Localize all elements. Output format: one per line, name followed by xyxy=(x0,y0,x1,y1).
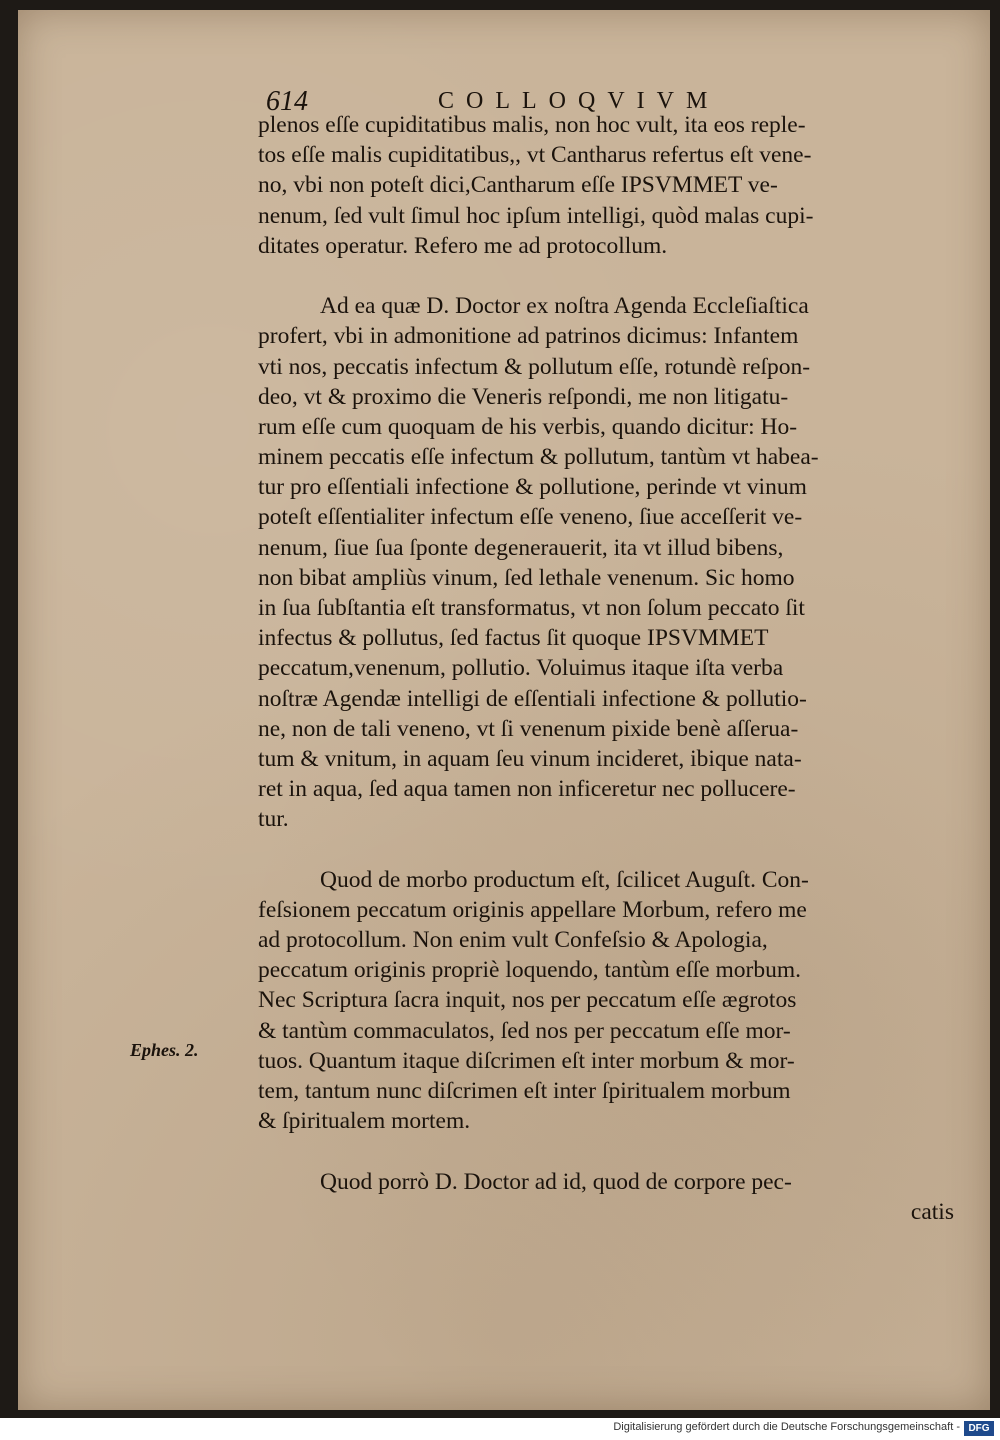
text-line: tem, tantum nunc diſcrimen eſt inter ſpiritualem morbum xyxy=(258,1078,791,1104)
text-line: tur. xyxy=(258,806,289,833)
text-line: in ſua ſubſtantia eſt transformatus, vt non ſolum peccato ſit xyxy=(258,595,805,621)
text-line: tos eſſe malis cupiditatibus,, vt Cantharus refertus eſt vene- xyxy=(258,142,812,169)
text-line: tuos. Quantum itaque diſcrimen eſt inter morbum & mor- xyxy=(258,1047,795,1074)
text-line: vti nos, peccatis infectum & pollutum eſſe, rotundè reſpon- xyxy=(258,353,811,380)
dfg-logo: DFG xyxy=(964,1421,994,1436)
text-line: minem peccatis eſſe infectum & pollutum, tantùm vt habea- xyxy=(258,444,819,471)
paragraph xyxy=(258,110,958,261)
running-head: COLLOQVIVM xyxy=(438,88,720,114)
paragraph-gap xyxy=(258,835,958,865)
paragraph xyxy=(258,1167,958,1227)
paragraph-gap xyxy=(258,261,958,291)
text-line: peccatum originis propriè loquendo, tantùm eſſe morbum. xyxy=(258,957,801,984)
paragraph-gap xyxy=(258,1136,958,1166)
text-line: Ad ea quæ D. Doctor ex noſtra Agenda Eccleſiaſtica xyxy=(320,293,809,320)
text-line: catis xyxy=(910,1198,954,1225)
text-line: no, vbi non poteſt dici,Cantharum eſſe IPSVMMET ve- xyxy=(258,172,778,199)
text-line: profert, vbi in admonitione ad patrinos dicimus: Infantem xyxy=(258,323,799,350)
margin-note: Ephes. 2. xyxy=(130,1040,199,1060)
text-line: rum eſſe cum quoquam de his verbis, quando dicitur: Ho- xyxy=(258,413,798,440)
body-text xyxy=(258,110,958,1227)
text-line: poteſt eſſentialiter infectum eſſe veneno, ſiue acceſſerit ve- xyxy=(258,504,803,531)
text-line: infectus & pollutus, ſed factus ſit quoque IPSVMMET xyxy=(258,625,769,652)
text-line: non bibat ampliùs vinum, ſed lethale venenum. Sic homo xyxy=(258,564,795,591)
text-line: plenos eſſe cupiditatibus malis, non hoc vult, ita eos reple- xyxy=(258,112,806,138)
text-line: ret in aqua, ſed aqua tamen non inficeretur nec pollucere- xyxy=(258,776,796,803)
paragraph xyxy=(258,865,958,1137)
text-line: & ſpiritualem mortem. xyxy=(258,1108,471,1135)
text-line: tum & vnitum, in aquam ſeu vinum incideret, ibique nata- xyxy=(258,745,802,772)
text-line: peccatum,venenum, pollutio. Voluimus itaque iſta verba xyxy=(258,655,784,682)
text-line: Quod de morbo productum eſt, ſcilicet Auguſt. Con- xyxy=(320,866,809,893)
page-number: 614 xyxy=(266,86,308,117)
text-line: ne, non de tali veneno, vt ſi venenum pixide benè aſſerua- xyxy=(258,715,799,742)
text-line: Nec Scriptura ſacra inquit, nos per peccatum eſſe ægrotos xyxy=(258,987,797,1014)
text-line: noſtræ Agendæ intelligi de eſſentiali infectione & pollutio- xyxy=(258,685,807,712)
text-line: nenum, ſiue ſua ſponte degenerauerit, ita vt illud bibens, xyxy=(258,534,784,561)
text-line: feſsionem peccatum originis appellare Morbum, refero me xyxy=(258,896,807,923)
text-line: deo, vt & proximo die Veneris reſpondi, me non litigatu- xyxy=(258,383,789,410)
text-line: Quod porrò D. Doctor ad id, quod de corpore pec- xyxy=(320,1168,792,1195)
paragraph xyxy=(258,291,958,834)
text-line: ad protocollum. Non enim vult Confeſsio & Apologia, xyxy=(258,927,768,954)
text-line: tur pro eſſentiali infectione & pollutione, perinde vt vinum xyxy=(258,474,807,501)
footer-credit: Digitalisierung gefördert durch die Deutsche Forschungsgemeinschaft - xyxy=(613,1421,960,1433)
text-line: ditates operatur. Refero me ad protocollum. xyxy=(258,232,668,259)
text-line: & tantùm commaculatos, ſed nos per peccatum eſſe mor- xyxy=(258,1017,791,1044)
footer-bar xyxy=(0,1418,1000,1440)
text-line: nenum, ſed vult ſimul hoc ipſum intelligi, quòd malas cupi- xyxy=(258,202,814,229)
